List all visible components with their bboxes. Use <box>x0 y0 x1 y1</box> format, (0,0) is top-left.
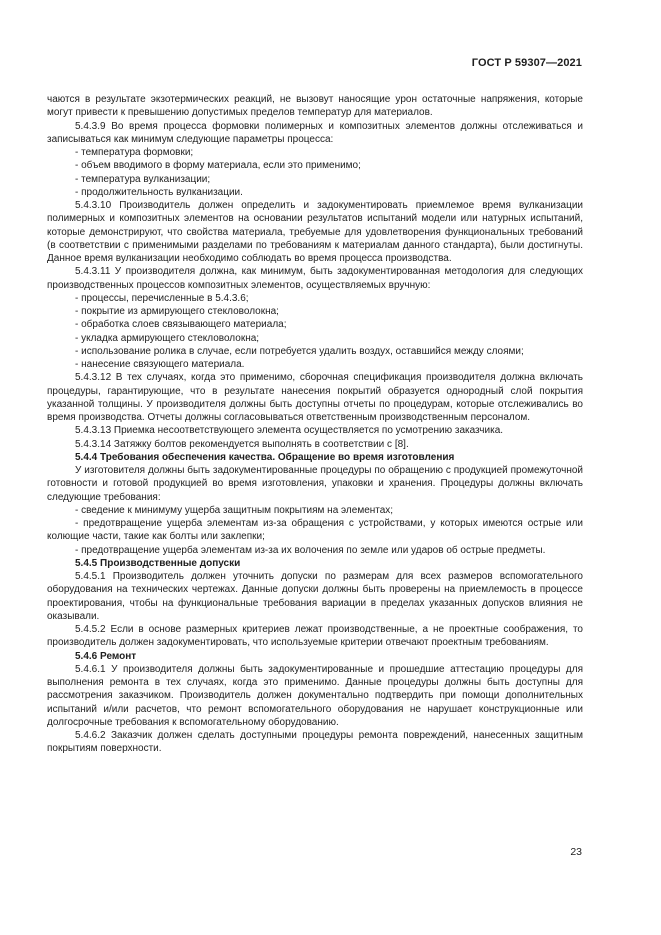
section-heading: 5.4.4 Требования обеспечения качества. Обращение во время изготовления <box>75 451 455 463</box>
list-item: - обработка слоев связывающего материала; <box>75 319 287 331</box>
list-item: - использование ролика в случае, если потребуется удалить воздух, оставшийся между слоями; <box>75 345 524 357</box>
document-body <box>47 93 583 756</box>
list-item: - предотвращение ущерба элементам из-за обращения с устройствами, у которых имеются острые или колющие части, такие как болты или заклепки; <box>47 518 583 543</box>
list-item: - продолжительность вулканизации. <box>75 186 243 198</box>
list-item: - предотвращение ущерба элементам из-за их волочения по земле или ударов об острые предметы. <box>75 544 546 556</box>
list-item: - процессы, перечисленные в 5.4.3.6; <box>75 292 249 304</box>
paragraph: 5.4.3.14 Затяжку болтов рекомендуется выполнять в соответствии с [8]. <box>75 438 409 450</box>
list-item: - температура вулканизации; <box>75 173 211 185</box>
page-number: 23 <box>570 846 582 858</box>
list-item: - температура формовки; <box>75 147 194 158</box>
paragraph: 5.4.6.1 У производителя должны быть задокументированные и прошедшие аттестацию процедуры для выполнения ремонта в тех случаях, когда это применимо. Данные процедуры должны быть доступны для рассмотрения заказчиком. Производитель должен документально подтвердить при помощи дополнительных испытаний и/или расчетов, что ремонт вспомогательного оборудования не нарушает конструкционные или долгосрочные требования к вспомогательному оборудованию. <box>47 663 583 728</box>
section-heading: 5.4.6 Ремонт <box>75 650 137 662</box>
paragraph: У изготовителя должны быть задокументированные процедуры по обращению с продукцией промежуточной готовности и готовой продукцией во время изготовления, упаковки и хранения. Процедуры должны включать следующие требования: <box>47 465 583 503</box>
list-item: - нанесение связующего материала. <box>75 359 245 370</box>
paragraph: 5.4.6.2 Заказчик должен сделать доступными процедуры ремонта повреждений, нанесенных защитным покрытиям поверхности. <box>47 730 583 755</box>
document-header: ГОСТ Р 59307—2021 <box>471 57 582 69</box>
paragraph: 5.4.5.1 Производитель должен уточнить допуски по размерам для всех размеров вспомогательного оборудования на технических чертежах. Данные допуски должны быть проверены на приемлемость в процессе проектирования, чтобы на функциональные требования вариации в пределах указанных допусков влияния не оказывали. <box>47 571 583 622</box>
paragraph: 5.4.3.11 У производителя должна, как минимум, быть задокументированная методология для следующих производственных процессов композитных элементов, осуществляемых вручную: <box>47 266 583 291</box>
paragraph: 5.4.5.2 Если в основе размерных критериев лежат производственные, а не проектные соображения, то производитель должен задокументировать, что используемые критерии отвечают проектным требованиям. <box>47 624 583 649</box>
paragraph: 5.4.3.12 В тех случаях, когда это применимо, сборочная спецификация производителя должна включать процедуры, гарантирующие, что в результате нанесения покрытий образуется однородный слой покрытия указанной толщины. У производителя должны быть доступны отчеты по процедурам, которые отслеживались во время производства. Отчеты должны согласовываться ответственным производственным персоналом. <box>47 372 583 423</box>
list-item: - объем вводимого в форму материала, если это применимо; <box>75 160 361 172</box>
section-heading: 5.4.5 Производственные допуски <box>75 557 241 569</box>
list-item: - покрытие из армирующего стекловолокна; <box>75 306 279 317</box>
list-item: - сведение к минимуму ущерба защитным покрытиям на элементах; <box>75 504 394 516</box>
paragraph: 5.4.3.9 Во время процесса формовки полимерных и композитных элементов должны отслеживаться и записываться как минимум следующие параметры процесса: <box>47 120 583 145</box>
paragraph: 5.4.3.13 Приемка несоответствующего элемента осуществляется по усмотрению заказчика. <box>75 425 504 437</box>
list-item: - укладка армирующего стекловолокна; <box>75 332 260 344</box>
paragraph: 5.4.3.10 Производитель должен определить и задокументировать приемлемое время вулканизации полимерных и композитных элементов на основании результатов испытаний модели или натурных испытаний, которые демонстрируют, что свойства материала, требуемые для удовлетворения функциональных требований (в соответствии с применимыми разделами по требованиям к материалам данного стандарта), были достигнуты. Данное время вулканизации необходимо соблюдать во время процесса производства. <box>47 200 583 264</box>
paragraph: чаются в результате экзотермических реакций, не вызовут наносящие урон остаточные напряжения, которые могут привести к превышению допустимых пределов температур для материалов. <box>47 94 583 119</box>
